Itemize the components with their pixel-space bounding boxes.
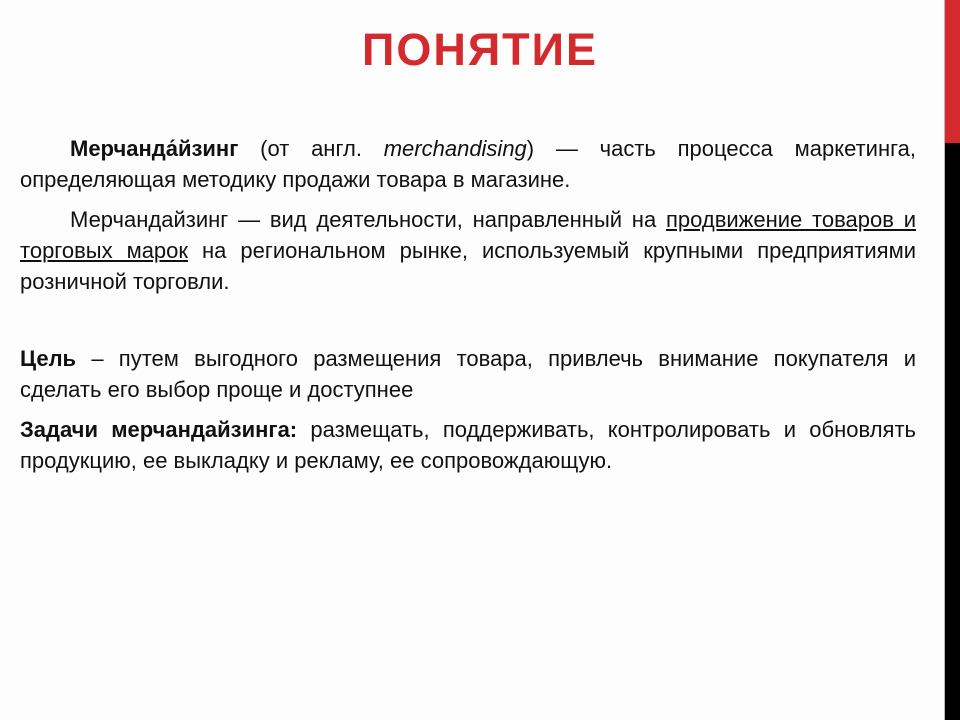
english-term: merchandising — [383, 136, 527, 161]
goal-label: Цель — [20, 346, 77, 371]
definition-rest: ) — часть процесса маркетинга, определяющая методику продажи товара в магазине. — [20, 136, 916, 192]
slide-body — [20, 133, 916, 476]
tasks-text: размещать, поддерживать, контролировать и обновлять продукцию, ее выкладку и рекламу, ее сопровождающую. — [20, 417, 916, 473]
paren-text: (от англ. — [238, 136, 384, 161]
goal-paragraph — [20, 343, 916, 405]
tasks-paragraph — [20, 414, 916, 476]
tasks-label: Задачи мерчандайзинга: — [20, 417, 298, 442]
goal-text: – путем выгодного размещения товара, привлечь внимание покупателя и сделать его выбор проще и доступнее — [20, 346, 916, 402]
activity-paragraph — [20, 204, 916, 297]
slide-title: ПОНЯТИЕ — [361, 24, 599, 75]
promotion-link[interactable]: продвижение товаров и торговых марок — [20, 207, 916, 263]
activity-end: на региональном рынке, используемый крупными предприятиями розничной торговли. — [20, 238, 916, 294]
activity-start: Мерчандайзинг — вид деятельности, направленный на — [70, 207, 666, 232]
definition-paragraph — [20, 133, 916, 195]
term-bold: Мерчанда́йзинг — [70, 136, 239, 161]
